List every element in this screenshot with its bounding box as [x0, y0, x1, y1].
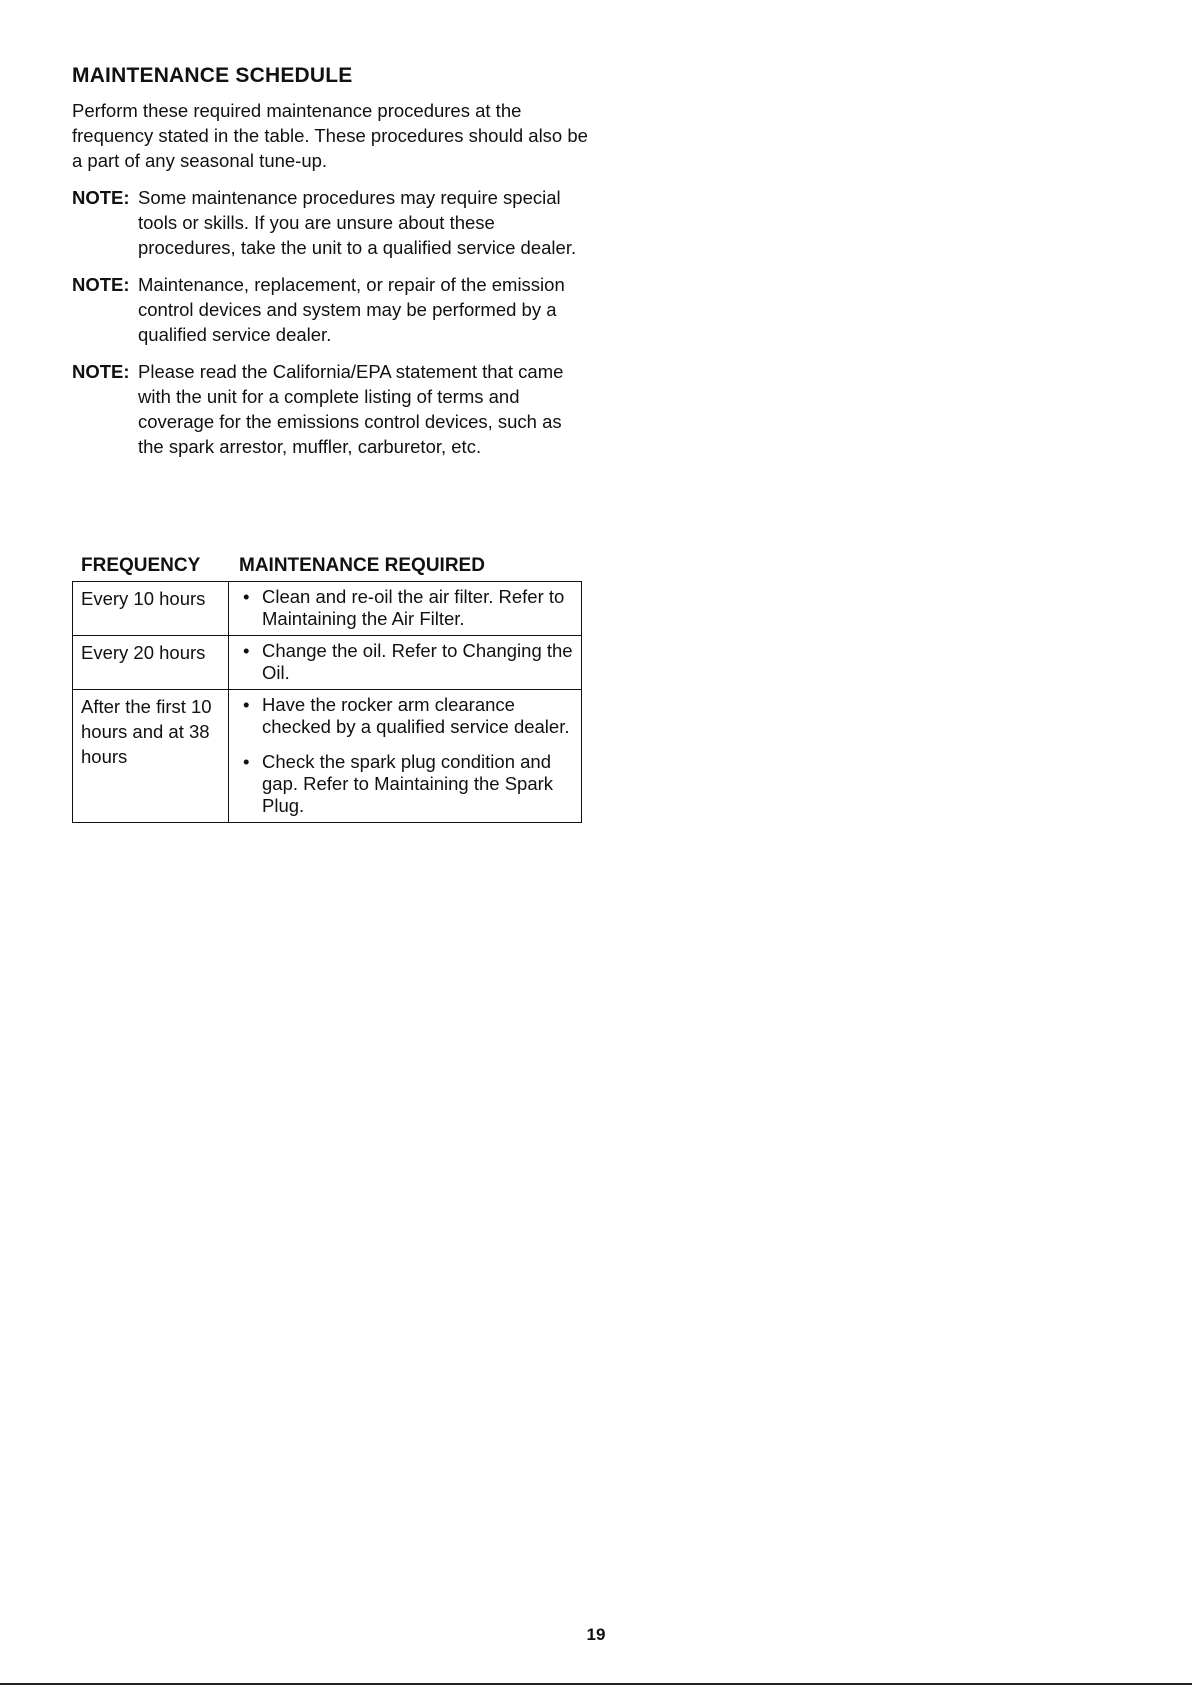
- tasks-cell: [229, 636, 582, 690]
- page-number: 19: [586, 1625, 606, 1644]
- frequency-cell: After the first 10 hours and at 38 hours: [73, 690, 229, 823]
- task-item: [243, 694, 573, 738]
- note-emission-control: [72, 272, 592, 347]
- note-california-epa: [72, 359, 592, 459]
- task-text: Change the oil. Refer to Changing the Oil.: [262, 640, 573, 683]
- table-row: [73, 582, 582, 636]
- bullet-icon: •: [243, 694, 250, 715]
- task-item: [243, 640, 573, 684]
- table-row: [73, 636, 582, 690]
- task-text: Check the spark plug condition and gap. Refer to Maintaining the Spark Plug.: [262, 751, 554, 816]
- frequency-cell: Every 10 hours: [73, 582, 229, 636]
- intro-paragraph: Perform these required maintenance procedures at the frequency stated in the table. These procedures should also be a part of any seasonal tune-up.: [72, 100, 588, 171]
- task-text: Have the rocker arm clearance checked by a qualified service dealer.: [262, 694, 570, 737]
- task-item: [243, 751, 573, 817]
- table-row: [73, 690, 582, 823]
- note-text: Maintenance, replacement, or repair of the emission control devices and system may be performed by a qualified service dealer.: [138, 274, 565, 345]
- frequency-column-header: FREQUENCY: [81, 555, 201, 576]
- maintenance-schedule-table-block: [72, 555, 584, 823]
- task-list: [243, 694, 573, 817]
- tasks-cell: [229, 690, 582, 823]
- task-list: [243, 640, 573, 684]
- tasks-cell: [229, 582, 582, 636]
- task-item: [243, 586, 573, 630]
- note-label: NOTE:: [72, 361, 130, 382]
- maintenance-column-header: MAINTENANCE REQUIRED: [239, 555, 485, 576]
- note-special-tools: [72, 185, 592, 260]
- frequency-cell: Every 20 hours: [73, 636, 229, 690]
- note-label: NOTE:: [72, 187, 130, 208]
- task-text: Clean and re-oil the air filter. Refer to Maintaining the Air Filter.: [262, 586, 565, 629]
- task-list: [243, 586, 573, 630]
- bullet-icon: •: [243, 751, 250, 772]
- section-heading: MAINTENANCE SCHEDULE: [72, 64, 353, 87]
- note-text: Some maintenance procedures may require special tools or skills. If you are unsure about these procedures, take the unit to a qualified service dealer.: [138, 187, 577, 258]
- note-text: Please read the California/EPA statement that came with the unit for a complete listing of terms and coverage for the emissions control devices, such as the spark arrestor, muffler, carburetor, etc.: [138, 361, 564, 457]
- table-header-row: [72, 555, 584, 581]
- bullet-icon: •: [243, 586, 250, 607]
- bullet-icon: •: [243, 640, 250, 661]
- maintenance-text-column: [72, 64, 592, 471]
- maintenance-schedule-table: [72, 581, 582, 823]
- note-label: NOTE:: [72, 274, 130, 295]
